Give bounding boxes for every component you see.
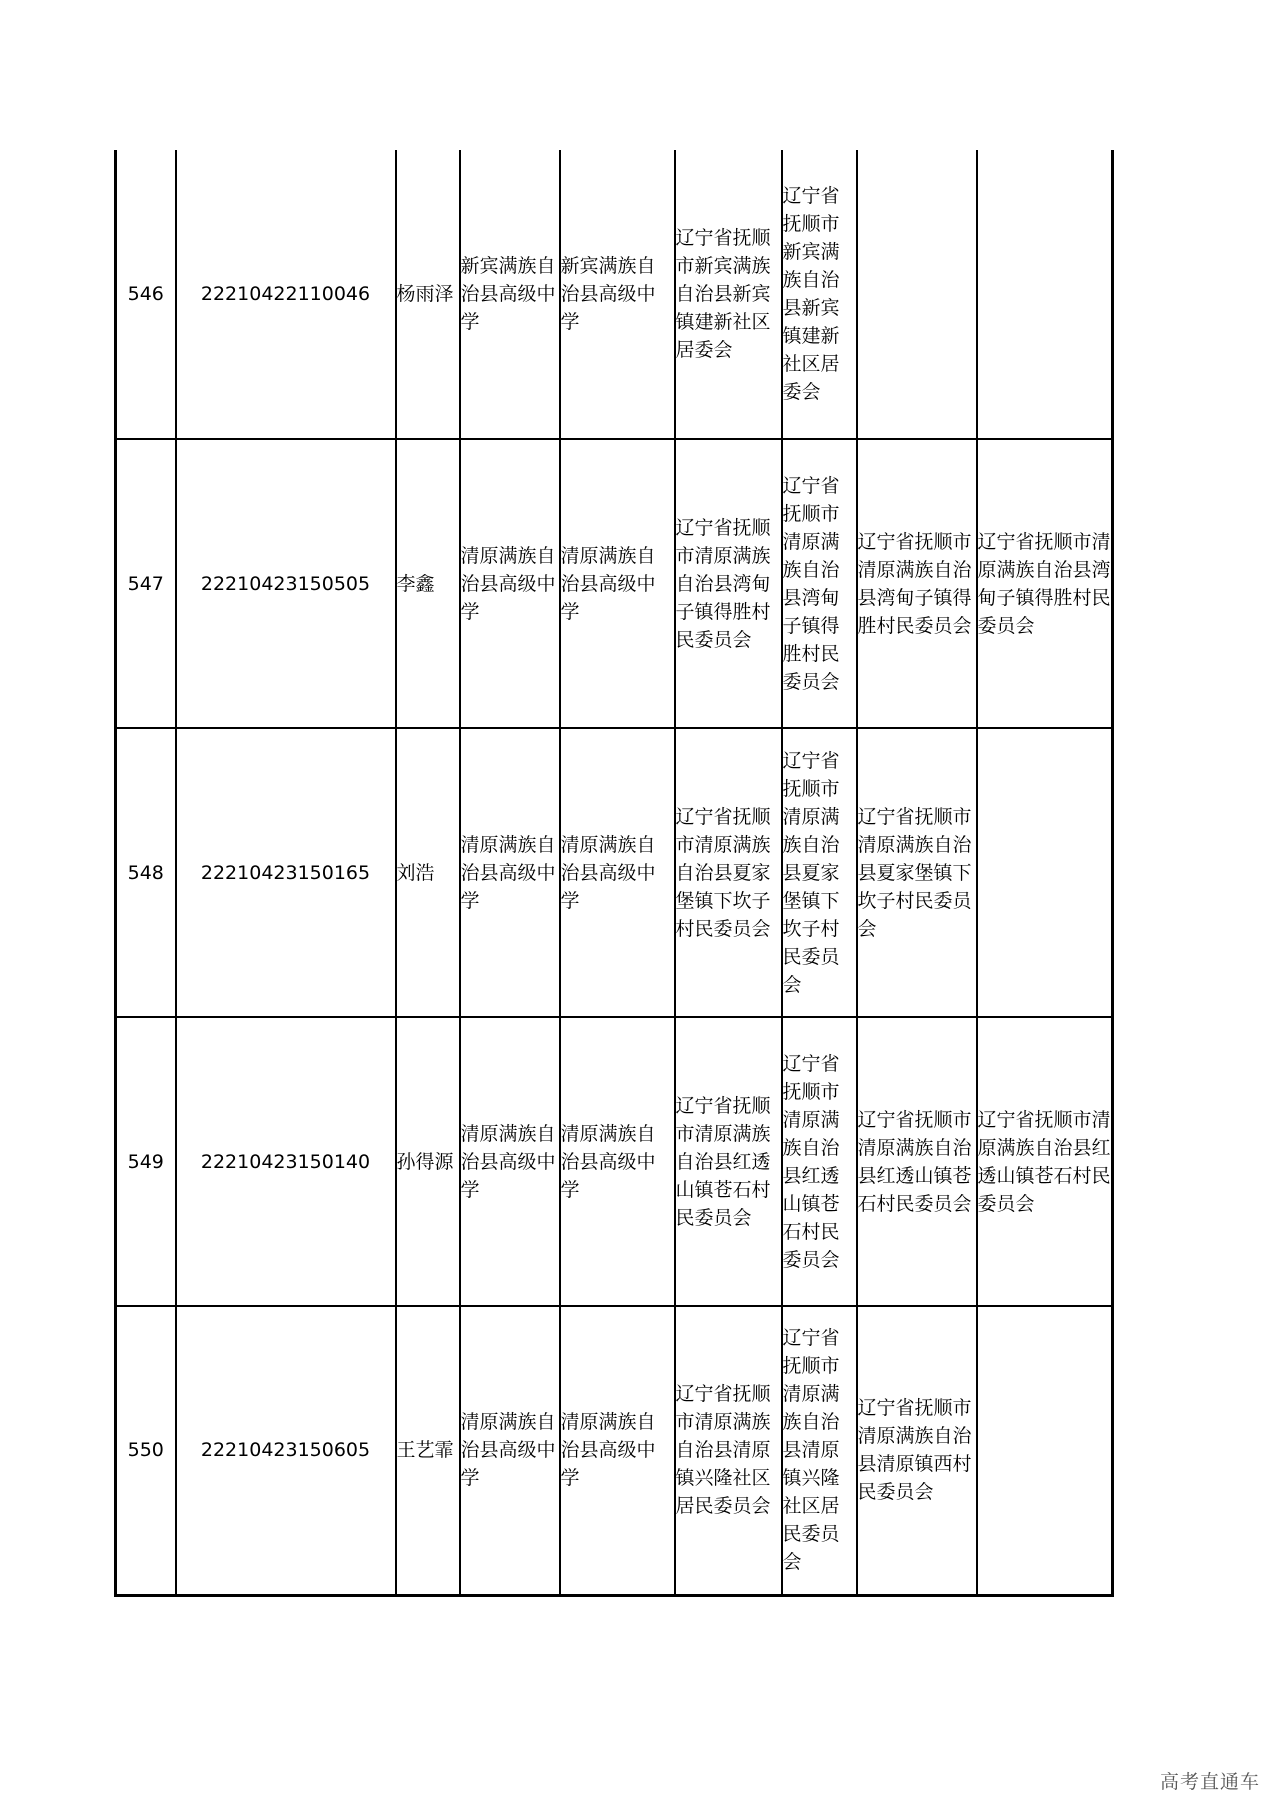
address-3: 辽宁省抚顺市清原满族自治县红透山镇苍石村民委员会	[857, 1017, 977, 1306]
address-3: 辽宁省抚顺市清原满族自治县清原镇西村民委员会	[857, 1306, 977, 1595]
row-number: 548	[116, 728, 176, 1017]
school-name: 新宾满族自治县高级中学	[460, 150, 560, 439]
address-4	[977, 1306, 1113, 1595]
school-name-2: 清原满族自治县高级中学	[560, 1017, 675, 1306]
school-name: 清原满族自治县高级中学	[460, 439, 560, 728]
school-name-2: 清原满族自治县高级中学	[560, 1306, 675, 1595]
student-name: 李鑫	[396, 439, 460, 728]
roster-body	[116, 150, 1113, 1595]
exam-id: 22210423150165	[176, 728, 396, 1017]
address-3: 辽宁省抚顺市清原满族自治县湾甸子镇得胜村民委员会	[857, 439, 977, 728]
school-name-2: 清原满族自治县高级中学	[560, 728, 675, 1017]
table-row	[116, 728, 1113, 1017]
row-number: 546	[116, 150, 176, 439]
school-name: 清原满族自治县高级中学	[460, 1017, 560, 1306]
address-2: 辽宁省抚顺市清原满族自治县清原镇兴隆社区居民委员会	[782, 1306, 857, 1595]
school-name: 清原满族自治县高级中学	[460, 728, 560, 1017]
address-2: 辽宁省抚顺市清原满族自治县红透山镇苍石村民委员会	[782, 1017, 857, 1306]
address-3: 辽宁省抚顺市清原满族自治县夏家堡镇下坎子村民委员会	[857, 728, 977, 1017]
exam-id: 22210423150505	[176, 439, 396, 728]
address-4: 辽宁省抚顺市清原满族自治县湾甸子镇得胜村民委员会	[977, 439, 1113, 728]
table-row	[116, 150, 1113, 439]
table-row	[116, 439, 1113, 728]
school-name-2: 新宾满族自治县高级中学	[560, 150, 675, 439]
address-2: 辽宁省抚顺市清原满族自治县湾甸子镇得胜村民委员会	[782, 439, 857, 728]
household-address: 辽宁省抚顺市清原满族自治县夏家堡镇下坎子村民委员会	[675, 728, 782, 1017]
address-4	[977, 728, 1113, 1017]
school-name: 清原满族自治县高级中学	[460, 1306, 560, 1595]
household-address: 辽宁省抚顺市清原满族自治县清原镇兴隆社区居民委员会	[675, 1306, 782, 1595]
watermark-text: 高考直通车	[1159, 1771, 1260, 1793]
address-3	[857, 150, 977, 439]
address-2: 辽宁省抚顺市新宾满族自治县新宾镇建新社区居委会	[782, 150, 857, 439]
student-name: 杨雨泽	[396, 150, 460, 439]
student-name: 刘浩	[396, 728, 460, 1017]
row-number: 547	[116, 439, 176, 728]
table-row	[116, 1017, 1113, 1306]
household-address: 辽宁省抚顺市清原满族自治县红透山镇苍石村民委员会	[675, 1017, 782, 1306]
student-name: 王艺霏	[396, 1306, 460, 1595]
student-name: 孙得源	[396, 1017, 460, 1306]
address-2: 辽宁省抚顺市清原满族自治县夏家堡镇下坎子村民委员会	[782, 728, 857, 1017]
row-number: 549	[116, 1017, 176, 1306]
address-4: 辽宁省抚顺市清原满族自治县红透山镇苍石村民委员会	[977, 1017, 1113, 1306]
household-address: 辽宁省抚顺市清原满族自治县湾甸子镇得胜村民委员会	[675, 439, 782, 728]
table-row	[116, 1306, 1113, 1595]
exam-id: 22210423150140	[176, 1017, 396, 1306]
household-address: 辽宁省抚顺市新宾满族自治县新宾镇建新社区居委会	[675, 150, 782, 439]
row-number: 550	[116, 1306, 176, 1595]
roster-table	[114, 150, 1114, 1597]
address-4	[977, 150, 1113, 439]
school-name-2: 清原满族自治县高级中学	[560, 439, 675, 728]
exam-id: 22210423150605	[176, 1306, 396, 1595]
exam-id: 22210422110046	[176, 150, 396, 439]
